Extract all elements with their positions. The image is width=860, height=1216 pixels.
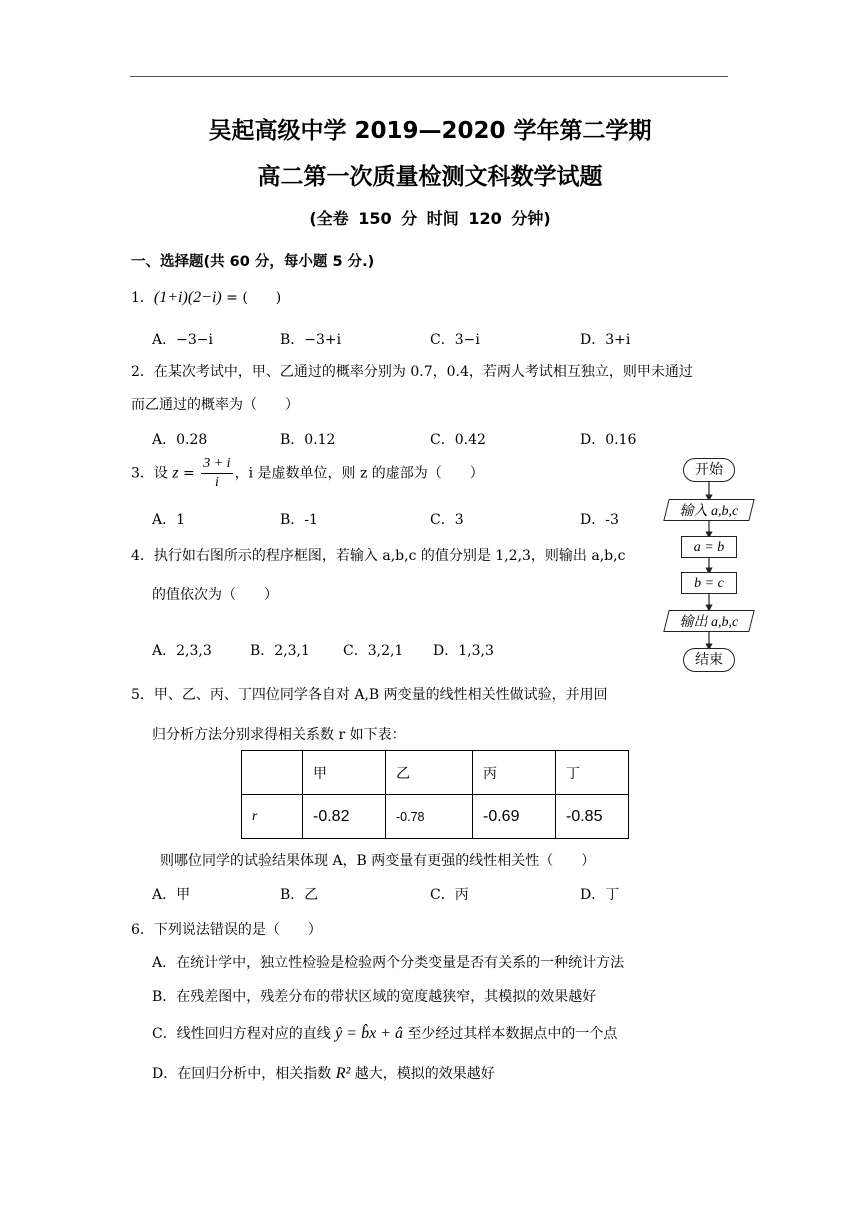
flowchart-output [663, 610, 754, 632]
header-rule [130, 76, 728, 77]
q3-option-c: C．3 [430, 512, 464, 528]
question-3-var: z [172, 464, 179, 482]
q1-option-b: B．−3+i [280, 332, 342, 348]
q2-option-b: B．0.12 [280, 432, 336, 448]
q5-option-b: B．乙 [280, 887, 319, 903]
q6-option-c [152, 1023, 617, 1043]
q3-option-a: A．1 [152, 512, 186, 528]
r-squared: R² [335, 1065, 351, 1082]
question-3-suffix: ，i 是虚数单位，则 z 的虚部为（ ） [234, 465, 484, 482]
fraction-denominator: i [214, 475, 219, 490]
table-cell: -0.85 [556, 795, 629, 839]
table-cell: -0.69 [473, 795, 556, 839]
table-cell: r [242, 795, 303, 839]
question-4-line2: 的值依次为（ ） [152, 587, 278, 603]
q1-option-d: D．3+i [580, 332, 631, 348]
regression-equation: ŷ = b̂x + â [335, 1025, 403, 1042]
q2-option-d: D．0.16 [580, 432, 637, 448]
table-cell: -0.78 [386, 795, 473, 839]
q6-option-c-prefix: C．线性回归方程对应的直线 [152, 1026, 336, 1042]
q1-option-a: A．−3−i [152, 332, 213, 348]
table-cell: 甲 [303, 751, 386, 795]
q4-option-a: A．2,3,3 [152, 643, 212, 659]
flowchart-end: 结束 [683, 648, 735, 672]
section-heading: 一、选择题(共 60 分，每小题 5 分.) [131, 254, 375, 270]
q4-option-d: D．1,3,3 [433, 643, 494, 659]
question-3-prefix: 3．设 [131, 465, 173, 482]
correlation-table [241, 750, 629, 839]
q6-option-d-prefix: D．在回归分析中，相关指数 [152, 1066, 336, 1082]
question-5-line1: 5．甲、乙、丙、丁四位同学各自对 A,B 两变量的线性相关性做试验，并用回 [131, 687, 608, 703]
question-6-stem: 6．下列说法错误的是（ ） [131, 922, 322, 938]
question-3-eq: = [178, 465, 200, 482]
q2-option-c: C．0.42 [430, 432, 486, 448]
table-cell: 丁 [556, 751, 629, 795]
question-1-expression: (1+i)(2−i) [153, 289, 222, 306]
exam-title-line2: 高二第一次质量检测文科数学试题 [257, 164, 603, 190]
table-header-row [242, 751, 629, 795]
table-cell: 丙 [473, 751, 556, 795]
table-cell: 乙 [386, 751, 473, 795]
q5-option-c: C．丙 [430, 887, 469, 903]
question-1 [131, 287, 281, 307]
q2-option-a: A．0.28 [152, 432, 208, 448]
flowchart-start: 开始 [683, 458, 735, 482]
q6-option-c-suffix: 至少经过其样本数据点中的一个点 [402, 1026, 618, 1042]
table-row [242, 795, 629, 839]
q1-option-c: C．3−i [430, 332, 480, 348]
question-2-line1: 2．在某次考试中，甲、乙通过的概率分别为 0.7，0.4，若两人考试相互独立，则甲未通过 [131, 364, 693, 380]
question-5-line3: 则哪位同学的试验结果体现 A，B 两变量有更强的线性相关性（ ） [160, 853, 596, 869]
q5-option-d: D．丁 [580, 887, 620, 903]
question-5-line2: 归分析方法分别求得相关系数 r 如下表： [152, 727, 406, 743]
q6-option-d-suffix: 越大，模拟的效果越好 [350, 1066, 495, 1082]
flowchart-input-label: 输入 a,b,c [679, 504, 738, 519]
q3-option-b: B．-1 [280, 512, 318, 528]
fraction-numerator: 3 + i [201, 455, 232, 474]
flowchart-step-assign-b: b = c [681, 572, 737, 594]
question-3-fraction [201, 455, 232, 492]
question-number: 1． [131, 290, 154, 306]
question-1-tail: = ( ) [221, 290, 282, 306]
q4-option-b: B．2,3,1 [250, 643, 310, 659]
question-2-line2: 而乙通过的概率为（ ） [131, 397, 299, 413]
flowchart-arrows [660, 455, 770, 675]
q4-option-c: C．3,2,1 [343, 643, 404, 659]
flowchart-step-assign-a: a = b [681, 536, 737, 558]
q6-option-a: A．在统计学中，独立性检验是检验两个分类变量是否有关系的一种统计方法 [152, 955, 625, 971]
flowchart-input [663, 499, 754, 521]
q5-option-a: A．甲 [152, 887, 191, 903]
exam-subtitle: (全卷 150 分 时间 120 分钟) [309, 209, 551, 228]
q6-option-b: B．在残差图中，残差分布的带状区域的宽度越狭窄，其模拟的效果越好 [152, 989, 597, 1005]
table-cell [242, 751, 303, 795]
q3-option-d: D．-3 [580, 512, 619, 528]
question-4-line1: 4．执行如右图所示的程序框图，若输入 a,b,c 的值分别是 1,2,3，则输出 a,b,c [131, 548, 626, 564]
table-cell: -0.82 [303, 795, 386, 839]
q6-option-d [152, 1063, 495, 1083]
question-3 [131, 455, 484, 492]
flowchart-output-label: 输出 a,b,c [679, 615, 738, 630]
exam-title-line1: 吴起高级中学 2019—2020 学年第二学期 [208, 118, 652, 144]
